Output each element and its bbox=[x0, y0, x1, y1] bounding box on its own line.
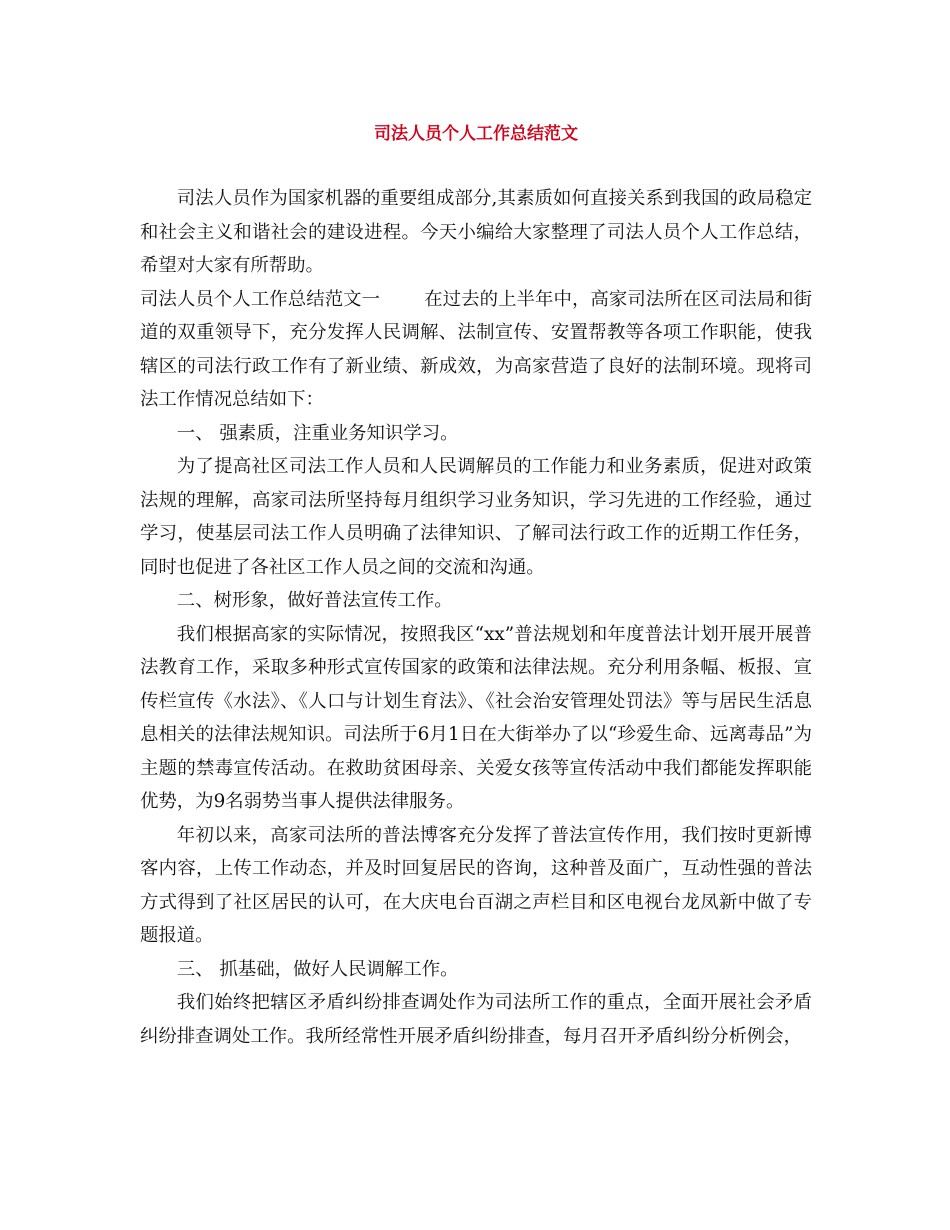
heading-three: 三、 抓基础，做好人民调解工作。 bbox=[176, 958, 459, 980]
heading-two: 二、树形象，做好普法宣传工作。 bbox=[176, 590, 453, 611]
heading-one: 一、 强素质，注重业务知识学习。 bbox=[176, 422, 459, 444]
paragraph-three: 我们始终把辖区矛盾纠纷排查调处作为司法所工作的重点，全面开展社会矛盾纠纷排查调处工作。我所经常性开展矛盾纠纷排查，每月召开矛盾纠纷分析例会， bbox=[140, 992, 812, 1047]
paragraph-one: 为了提高社区司法工作人员和人民调解员的工作能力和业务素质，促进对政策法规的理解，高家司法所坚持每月组织学习业务知识，学习先进的工作经验，通过学习，使基层司法工作人员明确了法律知识、了解司法行政工作的近期工作任务，同时也促进了各社区工作人员之间的交流和沟通。 bbox=[140, 456, 812, 578]
paragraph-two-a: 我们根据高家的实际情况，按照我区“xx”普法规划和年度普法计划开展开展普法教育工作，采取多种形式宣传国家的政策和法律法规。充分利用条幅、板报、宣传栏宣传《水法》、《人口与计划生育法》、《社会治安管理处罚法》等与居民生活息息相关的法律法规知识。司法所于6月1日在大街举办了以“珍爱生命、远离毒品”为主题的禁毒宣传活动。在救助贫困母亲、关爱女孩等宣传活动中我们都能发挥职能优势，为9名弱势当事人提供法律服务。 bbox=[140, 623, 812, 812]
section-heading: 司法人员个人工作总结范文一 bbox=[140, 288, 381, 310]
paragraph-two-b: 年初以来，高家司法所的普法博客充分发挥了普法宣传作用，我们按时更新博客内容，上传工作动态，并及时回复居民的咨询，这种普及面广，互动性强的普法方式得到了社区居民的认可，在大庆电台百湖之声栏目和区电视台龙凤新中做了专题报道。 bbox=[140, 824, 812, 946]
section-lead: 在过去的上半年中，高家司法所在区司法局和街道的双重领导下，充分发挥人民调解、法制宣传、安置帮教等各项工作职能，使我辖区的司法行政工作有了新业绩、新成效，为高家营造了良好的法制环境。现将司法工作情况总结如下： bbox=[140, 288, 812, 410]
section-one-paragraph bbox=[140, 283, 812, 417]
document-page bbox=[140, 122, 812, 1053]
intro-paragraph: 司法人员作为国家机器的重要组成部分,其素质如何直接关系到我国的政局稳定和社会主义和谐社会的建设进程。今天小编给大家整理了司法人员个人工作总结，希望对大家有所帮助。 bbox=[140, 188, 812, 276]
document-title: 司法人员个人工作总结范文 bbox=[374, 124, 578, 144]
